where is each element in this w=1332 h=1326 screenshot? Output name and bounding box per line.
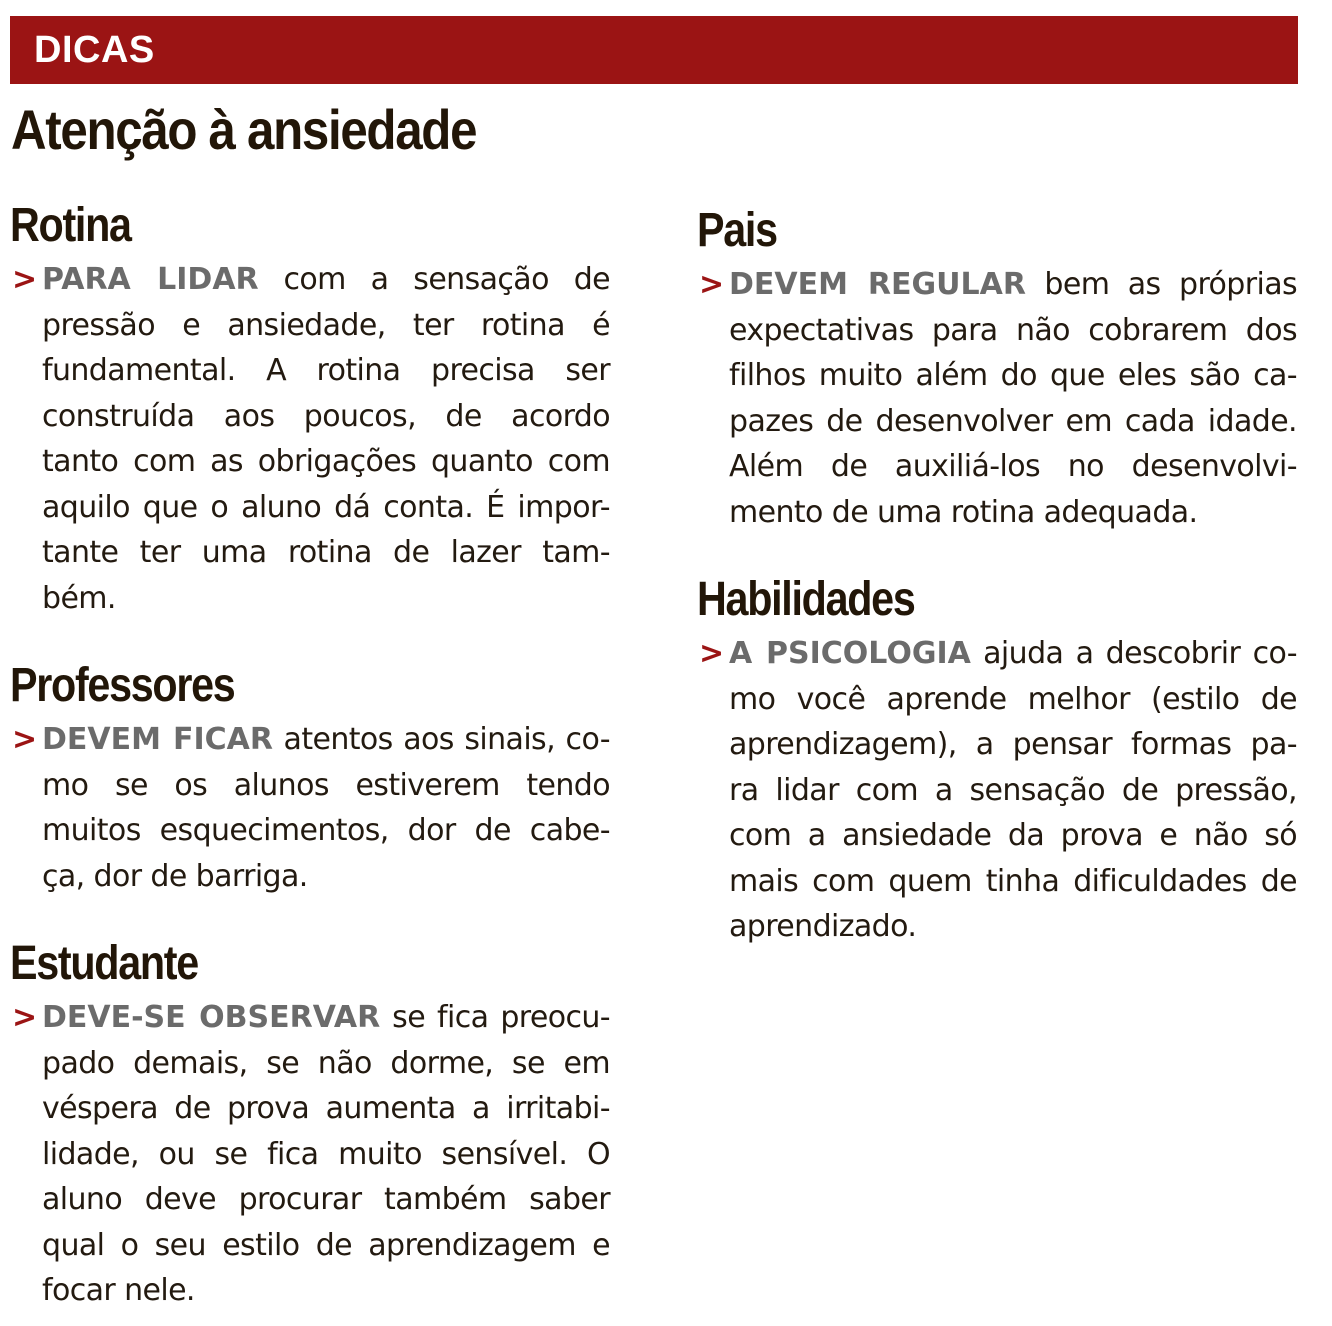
line-text: véspera de prova aumenta a irritabi- (42, 1091, 610, 1126)
line-text: ajuda a descobrir co- (983, 636, 1297, 671)
lead-text: A PSICOLOGIA (729, 636, 971, 671)
section-body (10, 995, 610, 1314)
body-line (729, 262, 1297, 308)
section-body (697, 262, 1297, 535)
line-text: mais com quem tinha dificuldades de (729, 863, 1297, 899)
lead-text: PARA LIDAR (42, 262, 259, 297)
right-column (697, 200, 1297, 950)
body-line (729, 677, 1297, 723)
section-title: Habilidades (697, 573, 915, 626)
bullet-chevron-icon: > (699, 636, 724, 671)
line-text: pazes de desenvolver em cada idade. (729, 403, 1297, 439)
line-text: bem as próprias (1044, 267, 1298, 302)
line-text: pressão e ansiedade, ter rotina é (42, 307, 610, 343)
section-body (10, 717, 610, 899)
body-line (42, 1132, 610, 1178)
bullet-chevron-icon: > (12, 262, 37, 297)
body-line (42, 576, 610, 622)
page-title: Atenção à ansiedade (11, 98, 477, 161)
body-line (42, 485, 610, 531)
bullet-chevron-icon: > (12, 722, 37, 757)
line-text: se fica preocu- (392, 1000, 611, 1035)
body-line (729, 444, 1297, 490)
bullet-chevron-icon: > (699, 267, 724, 302)
line-text: pado demais, se não dorme, se em (42, 1045, 610, 1081)
body-line (42, 303, 610, 349)
line-text: qual o seu estilo de aprendizagem e (42, 1227, 610, 1263)
banner-label: DICAS (34, 29, 155, 71)
line-text: aprendizado. (729, 909, 917, 944)
line-text: aprendizagem), a pensar formas pa- (729, 727, 1297, 762)
line-text: ça, dor de barriga. (42, 858, 308, 894)
section-habilidades (697, 569, 1297, 950)
body-line (729, 813, 1297, 859)
line-text: lidade, ou se fica muito sensível. O (42, 1136, 610, 1172)
line-text: com a sensação de (283, 262, 611, 297)
section-rotina (10, 195, 610, 621)
body-line (729, 859, 1297, 905)
body-line (42, 1041, 610, 1087)
line-text: mento de uma rotina adequada. (729, 494, 1198, 530)
section-professores (10, 655, 610, 899)
body-line (729, 631, 1297, 677)
body-line (729, 904, 1297, 950)
bullet-chevron-icon: > (12, 1000, 37, 1035)
line-text: tante ter uma rotina de lazer tam- (42, 535, 610, 570)
body-line (42, 1223, 610, 1269)
line-text: mo se os alunos estiverem tendo (42, 767, 610, 803)
body-line (42, 439, 610, 485)
section-title: Pais (697, 204, 777, 257)
section-title: Estudante (10, 937, 198, 990)
line-text: atentos aos sinais, co- (283, 722, 610, 757)
section-pais (697, 200, 1297, 535)
line-text: muitos esquecimentos, dor de cabe- (42, 813, 610, 848)
lead-text: DEVEM FICAR (42, 722, 273, 757)
line-text: tanto com as obrigações quanto com (42, 444, 610, 479)
body-line (42, 530, 610, 576)
body-line (42, 717, 610, 763)
line-text: focar nele. (42, 1273, 195, 1308)
body-line (729, 490, 1297, 536)
section-title: Professores (10, 659, 235, 712)
section-body (10, 257, 610, 621)
line-text: expectativas para não cobrarem dos (729, 312, 1297, 348)
body-line (42, 1177, 610, 1223)
body-line (729, 768, 1297, 814)
line-text: aquilo que o aluno dá conta. É impor- (42, 489, 610, 525)
line-text: ra lidar com a sensação de pressão, (729, 772, 1297, 808)
section-body (697, 631, 1297, 950)
line-text: aluno deve procurar também saber (42, 1182, 610, 1217)
body-line (42, 257, 610, 303)
body-line (729, 353, 1297, 399)
line-text: Além de auxiliá-los no desenvolvi- (729, 449, 1297, 484)
line-text: fundamental. A rotina precisa ser (42, 353, 610, 388)
section-title: Rotina (10, 199, 131, 252)
body-line (42, 854, 610, 900)
body-line (729, 308, 1297, 354)
section-estudante (10, 933, 610, 1314)
left-column (10, 195, 610, 1314)
lead-text: DEVEM REGULAR (729, 267, 1026, 302)
section-banner (10, 16, 1298, 84)
line-text: mo você aprende melhor (estilo de (729, 681, 1297, 717)
body-line (42, 763, 610, 809)
body-line (42, 348, 610, 394)
line-text: bém. (42, 580, 116, 616)
body-line (729, 722, 1297, 768)
line-text: construída aos poucos, de acordo (42, 398, 610, 434)
line-text: com a ansiedade da prova e não só (729, 818, 1297, 853)
body-line (42, 1268, 610, 1314)
body-line (729, 399, 1297, 445)
body-line (42, 995, 610, 1041)
lead-text: DEVE-SE OBSERVAR (42, 1000, 381, 1035)
line-text: filhos muito além do que eles são ca- (729, 358, 1297, 393)
body-line (42, 1086, 610, 1132)
body-line (42, 394, 610, 440)
body-line (42, 808, 610, 854)
